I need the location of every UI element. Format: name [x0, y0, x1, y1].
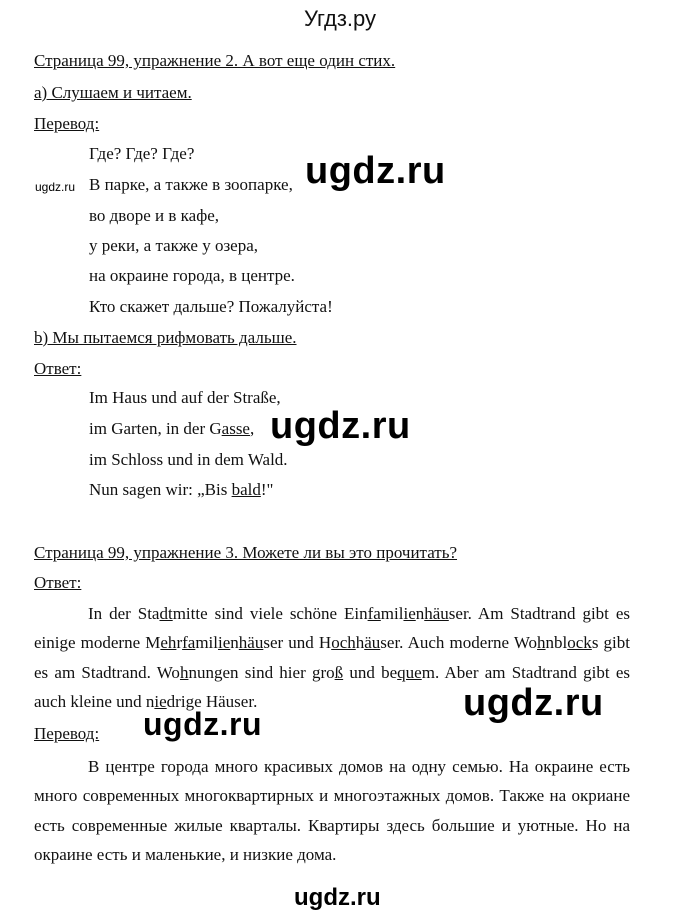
underlined-segment: häu: [424, 604, 449, 623]
underlined-segment: ie: [154, 691, 167, 711]
poem-ru-line: В парке, а также в зоопарке,: [89, 175, 293, 194]
text-segment: nungen sind hier gro: [188, 662, 335, 682]
poem-ru-line: на окраине города, в центре.: [89, 266, 295, 285]
underlined-segment: eh: [160, 633, 177, 653]
poem-de-line: Im Haus und auf der Straße,: [89, 388, 281, 407]
poem-ru-line: во дворе и в кафе,: [89, 206, 219, 225]
poem-ru-line: у реки, а также у озера,: [89, 236, 259, 255]
underlined-segment: äu: [364, 633, 381, 653]
text-segment: mil: [195, 633, 218, 653]
underlined-segment: g: [185, 691, 195, 711]
text-segment: s gibt es am Stadtrand. Wo: [34, 633, 630, 682]
text-segment: n: [230, 633, 239, 653]
poem-de-line: im Garten, in der Gasse,: [89, 419, 255, 438]
underlined-segment: ock: [567, 633, 592, 653]
underlined-segment: h: [537, 633, 546, 653]
watermark: ugdz.ru: [463, 682, 604, 724]
answer-label: Ответ:: [34, 359, 82, 378]
answer-label-3: Ответ:: [34, 573, 82, 592]
translation-label: Перевод:: [34, 114, 100, 133]
underlined-segment: fa: [182, 633, 196, 653]
underlined-segment: ie: [403, 604, 416, 623]
poem-de-line: Nun sagen wir: „Bis bald!": [89, 480, 274, 499]
russian-text: В центре города много красивых домов на одну семью. На окраине есть много современных многоквартирных и многоэтажных домов. Также на окриане есть современные жилые кварталы. Квартиры здесь большие и уютные. Но на окраине есть и маленькие, и низкие дома.: [34, 757, 630, 864]
part-b-label: b) Мы пытаемся рифмовать дальше.: [34, 328, 297, 347]
text-segment: ser und H: [263, 633, 332, 653]
text-segment: dri: [166, 691, 186, 711]
text-segment: e Häuser.: [194, 691, 258, 711]
text-segment: r: [176, 633, 183, 653]
site-title: Угдз.ру: [303, 6, 377, 31]
text-segment: mil: [380, 604, 404, 623]
text-segment: h: [355, 633, 365, 653]
poem-ru-line: Где? Где? Где?: [89, 144, 195, 163]
text-segment: ser. Auch moderne Wo: [380, 633, 538, 653]
text-segment: nbl: [545, 633, 568, 653]
text-segment: ser. Am Stadtrand gibt es einige moderne M: [34, 604, 630, 653]
text-segment: n: [415, 604, 425, 623]
text-segment: In der Sta: [88, 604, 160, 623]
watermark-footer: ugdz.ru: [294, 884, 381, 911]
text-segment: m. Aber am Stadtrand gibt es auch kleine und n: [34, 662, 630, 711]
watermark: ugdz.ru: [270, 405, 411, 447]
watermark: ugdz.ru: [305, 150, 446, 192]
exercise-3-header: Страница 99, упражнение 3. Можете ли вы это прочитать?: [34, 543, 458, 562]
part-a-label: а) Слушаем и читаем.: [34, 83, 192, 102]
underlined-segment: ß: [334, 662, 344, 682]
watermark: ugdz.ru: [143, 706, 263, 742]
underlined-segment: häu: [238, 633, 264, 653]
underlined-segment: fa: [367, 604, 381, 623]
poem-de-line: im Schloss und in dem Wald.: [89, 450, 288, 469]
exercise-2-header: Страница 99, упражнение 2. А вот еще один стих.: [34, 51, 396, 70]
underlined-segment: h: [179, 662, 189, 682]
underlined-segment: dt: [159, 604, 173, 623]
underlined-segment: ie: [218, 633, 231, 653]
watermark-small: ugdz.ru: [35, 180, 76, 194]
underlined-segment: och: [331, 633, 356, 653]
text-segment: und be: [343, 662, 398, 682]
poem-ru-line: Кто скажет дальше? Пожалуйста!: [89, 297, 333, 316]
text-segment: mitte sind viele schöne Ein: [172, 604, 368, 623]
underlined-segment: que: [397, 662, 422, 682]
translation-label-3: Перевод:: [34, 724, 100, 743]
